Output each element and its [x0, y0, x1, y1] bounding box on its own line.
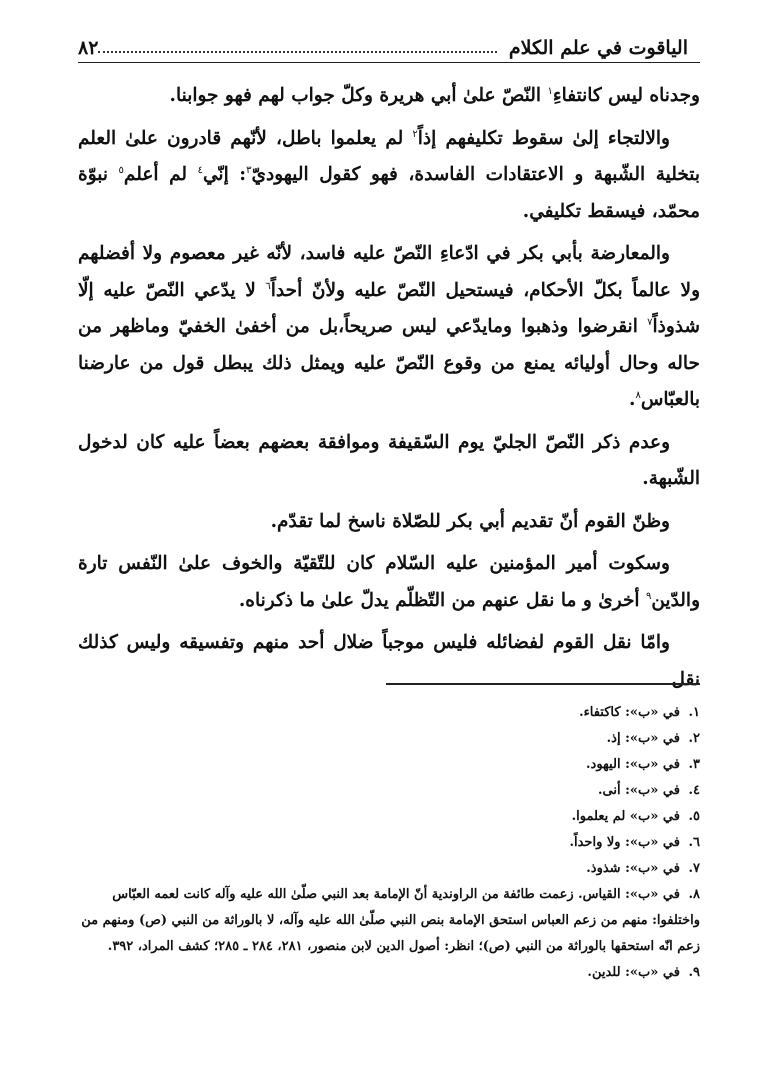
footnote-number: ٦.	[688, 835, 700, 850]
footnote-separator	[386, 683, 700, 685]
footnote-text: في «ب»: ولا واحداً.	[569, 835, 680, 850]
main-text	[78, 78, 700, 704]
footnote-number: ٧.	[688, 861, 700, 876]
footnote-text: في «ب»: للدين.	[587, 965, 680, 980]
footnote-number: ٥.	[688, 809, 700, 824]
paragraph-text: وجدناه ليس كانتفاءِ	[552, 85, 700, 106]
paragraph-text: والالتجاء إلىٰ سقوط تكليفهم إذاً	[417, 127, 670, 149]
footnote	[78, 726, 700, 752]
footnote-text: في «ب»: اليهود.	[586, 757, 680, 772]
cited-book-title: أصول الدين	[376, 939, 440, 954]
footnote-number: ٩.	[688, 965, 700, 980]
running-title: الياقوت في علم الكلام	[508, 37, 688, 59]
dot-leader	[98, 51, 497, 53]
footnote-marker[interactable]: ٩	[645, 590, 652, 602]
footnote	[78, 700, 700, 726]
paragraph-text: والمعارضة بأبي بكر في ادّعاءِ النّصّ عليه فاسد، لأنّه غير معصوم ولا أفضلهم ولا عالماً بكلّ الأحكام، فيستحيل النّصّ عليه ولأنّ أحداً	[78, 243, 701, 301]
footnotes	[78, 700, 700, 986]
paragraph-text: وسكوت أمير المؤمنين عليه السّلام كان للتّقيّة والخوف علىٰ النّفس تارة والدّين	[78, 553, 700, 611]
footnote-marker[interactable]: ٣	[246, 164, 252, 176]
footnote	[78, 778, 700, 804]
footnote-marker[interactable]: ١	[547, 85, 553, 97]
footnote-marker[interactable]: ٤	[197, 164, 203, 176]
footnote-text: في «ب» لم يعلموا.	[571, 809, 680, 824]
footnote-number: ١.	[688, 705, 700, 720]
paragraph	[78, 546, 700, 619]
paragraph-text: وامّا نقل القوم لفضائله فليس موجباً ضلال أحد منهم وتفسيقه وليس كذلك نقل	[78, 632, 700, 690]
footnote	[78, 804, 700, 830]
paragraph-text: أخرىٰ و ما نقل عنهم من التّظلّم يدلّ علىٰ ما ذكرناه.	[238, 589, 646, 611]
footnote-marker[interactable]: ٧	[647, 316, 653, 328]
paragraph	[78, 236, 700, 419]
footnote-marker[interactable]: ٢	[412, 128, 418, 140]
paragraph	[78, 78, 700, 115]
paragraph-text: النّصّ علىٰ أبي هريرة وكلّ جواب لهم فهو جوابنا.	[169, 85, 548, 106]
paragraph-text: لم أعلم	[123, 164, 198, 185]
paragraph	[78, 121, 700, 231]
cited-book-title: كشف المراد	[142, 939, 210, 954]
footnote-text: في «ب»: أنى.	[597, 783, 680, 798]
paragraph-text: .	[629, 389, 636, 410]
footnote-number: ٢.	[688, 731, 700, 746]
running-header	[78, 28, 700, 63]
footnote	[78, 960, 700, 986]
footnote-text: ، ٣٩٢.	[107, 939, 142, 954]
paragraph-text: وظنّ القوم أنّ تقديم أبي بكر للصّلاة ناسخ لما تقدّم.	[270, 510, 670, 532]
footnote-number: ٨.	[688, 887, 700, 902]
footnote-number: ٤.	[688, 783, 700, 798]
footnote	[78, 830, 700, 856]
footnote-text: في «ب»: شذوذ.	[586, 861, 680, 876]
footnote	[78, 856, 700, 882]
paragraph	[78, 625, 700, 698]
page-number: ٨٢	[78, 37, 99, 59]
footnote-marker[interactable]: ٥	[118, 164, 124, 176]
footnote-text: لابن منصور، ٢٨١، ٢٨٤ ـ ٢٨٥؛	[209, 939, 377, 954]
footnote-marker[interactable]: ٦	[265, 280, 271, 292]
footnote-text: في «ب»: القياس. زعمت طائفة من الراوندية أنّ الإمامة بعد النبي صلّىٰ الله عليه وآله كانت لعمه العبّاس واختلفوا: منهم من زعم العباس استحق الإمامة بنص النبي صلّىٰ الله عليه وآله، لا بالوراثة من النبي (ص) ومنهم من زعم انّه استحقها بالوراثة من النبي (ص)؛ انظر:	[81, 887, 700, 954]
footnote-text: في «ب»: إذ.	[606, 731, 680, 746]
paragraph	[78, 425, 700, 498]
footnote-text: في «ب»: كاكتفاء.	[579, 705, 680, 720]
footnote	[78, 752, 700, 778]
paragraph-text: نبوّة محمّد، فيسقط تكليفي.	[78, 164, 700, 222]
footnote-marker[interactable]: ٨	[635, 389, 641, 401]
paragraph-text: : إنّي	[203, 164, 247, 185]
paragraph-text: لا يدّعي النّصّ عليه إلّا شذوذاً	[78, 279, 700, 337]
paragraph-text: لم يعلموا باطل، لأنّهم قادرون علىٰ العلم بتخلية الشّبهة و الاعتقادات الفاسدة، فهو كقول اليهوديّ	[78, 127, 700, 185]
footnote	[78, 882, 700, 960]
paragraph-text: انقرضوا وذهبوا ومايدّعي ليس صريحاً،بل من أخفىٰ الخفيّ وماظهر من حاله وحال أوليائه يمنع من وقوع النّصّ عليه ويمثل ذلك يبطل قول من عارضنا بالعبّاس	[78, 316, 700, 410]
paragraph	[78, 504, 700, 541]
footnote-number: ٣.	[688, 757, 700, 772]
paragraph-text: وعدم ذكر النّصّ الجليّ يوم السّقيفة وموافقة بعضهم بعضاً عليه كان لدخول الشّبهة.	[78, 431, 700, 489]
